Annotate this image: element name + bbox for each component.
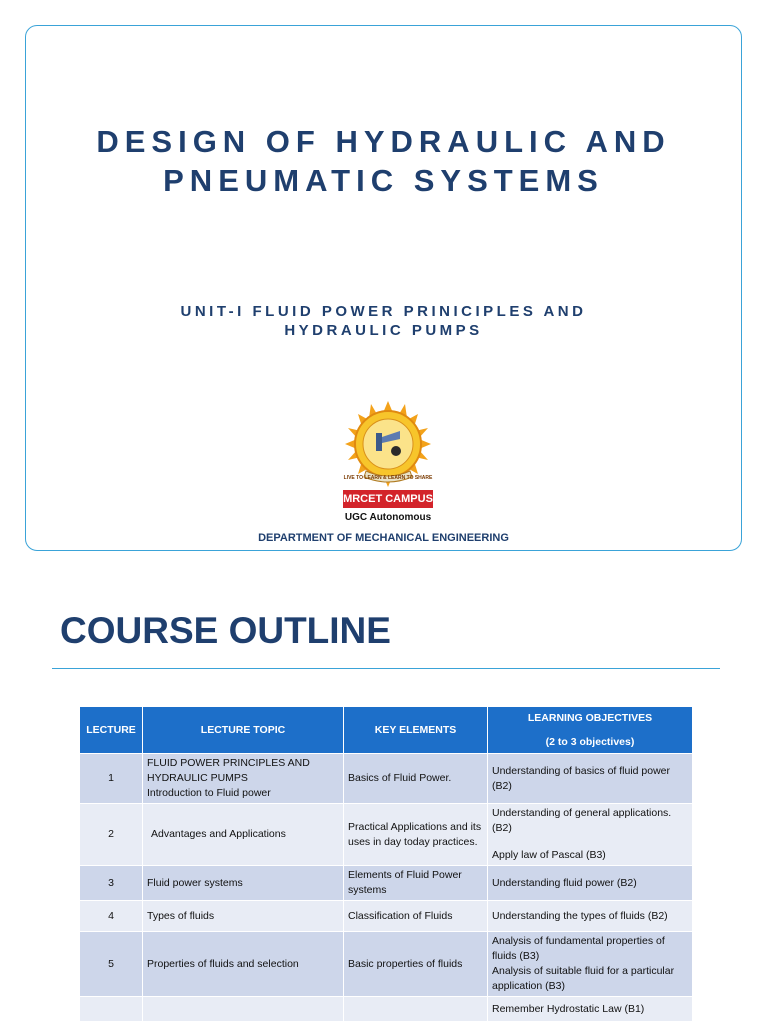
table-header-row: [80, 707, 693, 754]
lecture-number: 5: [80, 932, 143, 997]
title-divider: [52, 668, 720, 669]
table-row: [80, 866, 693, 901]
lecture-number: 2: [80, 804, 143, 866]
key-elements: [344, 997, 488, 1022]
lecture-number: 1: [80, 754, 143, 804]
lecture-number: 3: [80, 866, 143, 901]
objective: Apply law of Pascal (B3): [492, 849, 606, 861]
key-elements: Classification of Fluids: [344, 901, 488, 932]
title-line-2: PNEUMATIC SYSTEMS: [163, 163, 604, 198]
table-row: [80, 997, 693, 1022]
learning-objectives: [488, 932, 693, 997]
header-learning-objectives: [488, 707, 693, 754]
topic-line: FLUID POWER PRINCIPLES AND: [147, 757, 310, 769]
course-outline-table: [79, 706, 693, 1022]
objective: Analysis of fundamental properties of fluids (B3): [492, 935, 665, 962]
learning-objectives: [488, 804, 693, 866]
table-row: [80, 754, 693, 804]
objective: Understanding of general applications. (B2): [492, 807, 672, 834]
learning-objectives: [488, 754, 693, 804]
lecture-topic: [143, 754, 344, 804]
topic-line: HYDRAULIC PUMPS: [147, 772, 248, 784]
presentation-title: [26, 122, 741, 200]
objective: Understanding of basics of fluid power (B2): [492, 764, 671, 792]
lecture-topic: Fluid power systems: [143, 866, 344, 901]
lecture-topic: [143, 997, 344, 1022]
header-lo-title: LEARNING OBJECTIVES: [527, 712, 653, 724]
header-lecture-topic: LECTURE TOPIC: [143, 707, 344, 754]
unit-subtitle: [26, 302, 741, 340]
topic-line: Advantages and Applications: [151, 828, 286, 840]
objective: Analysis of suitable fluid for a particular application (B3): [492, 965, 675, 992]
key-elements: Practical Applications and its uses in day today practices.: [344, 804, 488, 866]
key-elements: Basics of Fluid Power.: [344, 754, 488, 804]
course-outline-title: COURSE OUTLINE: [60, 610, 391, 651]
key-elements: Elements of Fluid Power systems: [344, 866, 488, 901]
subtitle-line-1: UNIT-I FLUID POWER PRINICIPLES AND: [180, 303, 587, 320]
table-row: [80, 804, 693, 866]
learning-objectives: Remember Hydrostatic Law (B1): [488, 997, 693, 1022]
lecture-topic: Properties of fluids and selection: [143, 932, 344, 997]
lecture-topic: Types of fluids: [143, 901, 344, 932]
title-line-1: DESIGN OF HYDRAULIC AND: [96, 124, 671, 159]
key-elements: Basic properties of fluids: [344, 932, 488, 997]
mrcet-logo: [338, 401, 438, 525]
table-row: [80, 901, 693, 932]
title-slide: [25, 25, 742, 551]
department-label: DEPARTMENT OF MECHANICAL ENGINEERING: [258, 532, 509, 544]
learning-objectives: Understanding the types of fluids (B2): [488, 901, 693, 932]
table-row: [80, 932, 693, 997]
lecture-number: 4: [80, 901, 143, 932]
learning-objectives: Understanding fluid power (B2): [488, 866, 693, 901]
logo-banner: MRCET CAMPUS: [343, 490, 433, 508]
topic-line: Introduction to Fluid power: [147, 787, 271, 799]
logo-tagline: UGC Autonomous: [344, 512, 432, 523]
header-key-elements: KEY ELEMENTS: [344, 707, 488, 754]
lecture-topic: [143, 804, 344, 866]
logo-motto: LIVE TO LEARN & LEARN TO SHARE: [343, 475, 433, 481]
header-lecture: LECTURE: [80, 707, 143, 754]
header-lo-sub: (2 to 3 objectives): [545, 736, 635, 748]
subtitle-line-2: HYDRAULIC PUMPS: [284, 322, 483, 339]
lecture-number: [80, 997, 143, 1022]
